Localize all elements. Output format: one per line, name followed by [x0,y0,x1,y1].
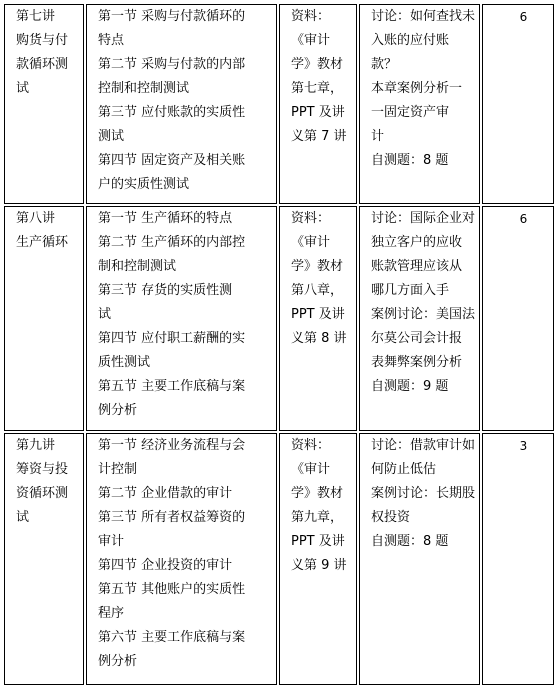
materials-line: 义第 7 讲 [291,129,347,144]
materials-line: 第八章， [291,283,344,298]
discussion-line: 本章案例分析一 [371,81,463,96]
discussion-line: 何防止低估 [371,462,437,477]
lesson-cell [4,433,84,685]
sections-line: 审计 [98,534,125,549]
discussion-line: 自测题：8 题 [371,153,449,168]
lesson-line: 第七讲 [16,9,56,24]
course-schedule-table [2,2,554,687]
sections-line: 第三节 存货的实质性测 [98,283,233,298]
materials-line: 学》教材 [291,486,344,501]
lesson-line: 购货与付 [16,33,69,48]
materials-line: 资料： [291,211,331,226]
materials-line: 《审计 [291,462,331,477]
lesson-line: 试 [16,81,30,96]
sections-line: 质性测试 [98,355,151,370]
sections-line: 计控制 [98,462,138,477]
sections-line: 第四节 企业投资的审计 [98,558,233,573]
sections-cell [86,433,277,685]
discussion-line: 自测题：8 题 [371,534,449,549]
sections-line: 第一节 采购与付款循环的 [98,9,246,24]
lesson-cell [4,206,84,431]
sections-line: 第三节 所有者权益筹资的 [98,510,246,525]
materials-line: 资料： [291,9,331,24]
materials-line: 资料： [291,438,331,453]
sections-cell [86,206,277,431]
lesson-line: 生产循环 [16,235,69,250]
discussion-cell [359,206,480,431]
materials-line: PPT 及讲 [291,534,345,549]
sections-line: 第二节 生产循环的内部控 [98,235,246,250]
discussion-line: 讨论：如何查找未 [371,9,476,24]
materials-cell [279,4,357,204]
lesson-cell [4,4,84,204]
lesson-line: 试 [16,510,30,525]
discussion-line: 独立客户的应收 [371,235,463,250]
discussion-line: 尔莫公司会计报 [371,331,463,346]
materials-line: PPT 及讲 [291,307,345,322]
materials-cell [279,433,357,685]
materials-line: 学》教材 [291,57,344,72]
hours-value: 3 [519,439,528,453]
materials-line: 学》教材 [291,259,344,274]
sections-line: 特点 [98,33,125,48]
sections-line: 例分析 [98,654,138,669]
materials-line: 《审计 [291,235,331,250]
sections-line: 第一节 生产循环的特点 [98,211,233,226]
materials-line: PPT 及讲 [291,105,345,120]
sections-line: 控制和控制测试 [98,81,190,96]
discussion-line: 表舞弊案例分析 [371,355,463,370]
sections-line: 第四节 应付职工薪酬的实 [98,331,246,346]
sections-cell [86,4,277,204]
lesson-line: 款循环测 [16,57,69,72]
sections-line: 第五节 其他账户的实质性 [98,582,246,597]
course-table-body [4,4,554,685]
discussion-line: 一固定资产审 [371,105,450,120]
sections-line: 程序 [98,606,125,621]
discussion-line: 讨论：国际企业对 [371,211,476,226]
materials-line: 《审计 [291,33,331,48]
sections-line: 第六节 主要工作底稿与案 [98,630,246,645]
lesson-line: 第八讲 [16,211,56,226]
sections-line: 制和控制测试 [98,259,177,274]
discussion-line: 案例讨论：美国法 [371,307,476,322]
table-row [4,4,554,204]
sections-line: 户的实质性测试 [98,177,190,192]
sections-line: 第二节 采购与付款的内部 [98,57,246,72]
materials-line: 第七章， [291,81,344,96]
discussion-line: 案例讨论：长期股 [371,486,476,501]
sections-line: 第一节 经济业务流程与会 [98,438,246,453]
discussion-line: 讨论：借款审计如 [371,438,476,453]
hours-value: 6 [519,10,528,24]
discussion-line: 计 [371,129,385,144]
sections-line: 第四节 固定资产及相关账 [98,153,246,168]
materials-cell [279,206,357,431]
materials-line: 义第 8 讲 [291,331,347,346]
discussion-line: 哪几方面入手 [371,283,450,298]
discussion-line: 入账的应付账 [371,33,450,48]
discussion-line: 账款管理应该从 [371,259,463,274]
materials-line: 第九章， [291,510,344,525]
sections-line: 例分析 [98,403,138,418]
hours-cell [482,433,554,685]
sections-line: 测试 [98,129,125,144]
materials-line: 义第 9 讲 [291,558,347,573]
discussion-cell [359,4,480,204]
sections-line: 第二节 企业借款的审计 [98,486,233,501]
discussion-cell [359,433,480,685]
lesson-line: 资循环测 [16,486,69,501]
discussion-line: 自测题：9 题 [371,379,449,394]
discussion-line: 权投资 [371,510,411,525]
hours-cell [482,4,554,204]
table-row [4,206,554,431]
sections-line: 第五节 主要工作底稿与案 [98,379,246,394]
hours-cell [482,206,554,431]
discussion-line: 款？ [371,57,398,72]
lesson-line: 筹资与投 [16,462,69,477]
table-row [4,433,554,685]
lesson-line: 第九讲 [16,438,56,453]
sections-line: 第三节 应付账款的实质性 [98,105,246,120]
hours-value: 6 [519,212,528,226]
sections-line: 试 [98,307,112,322]
